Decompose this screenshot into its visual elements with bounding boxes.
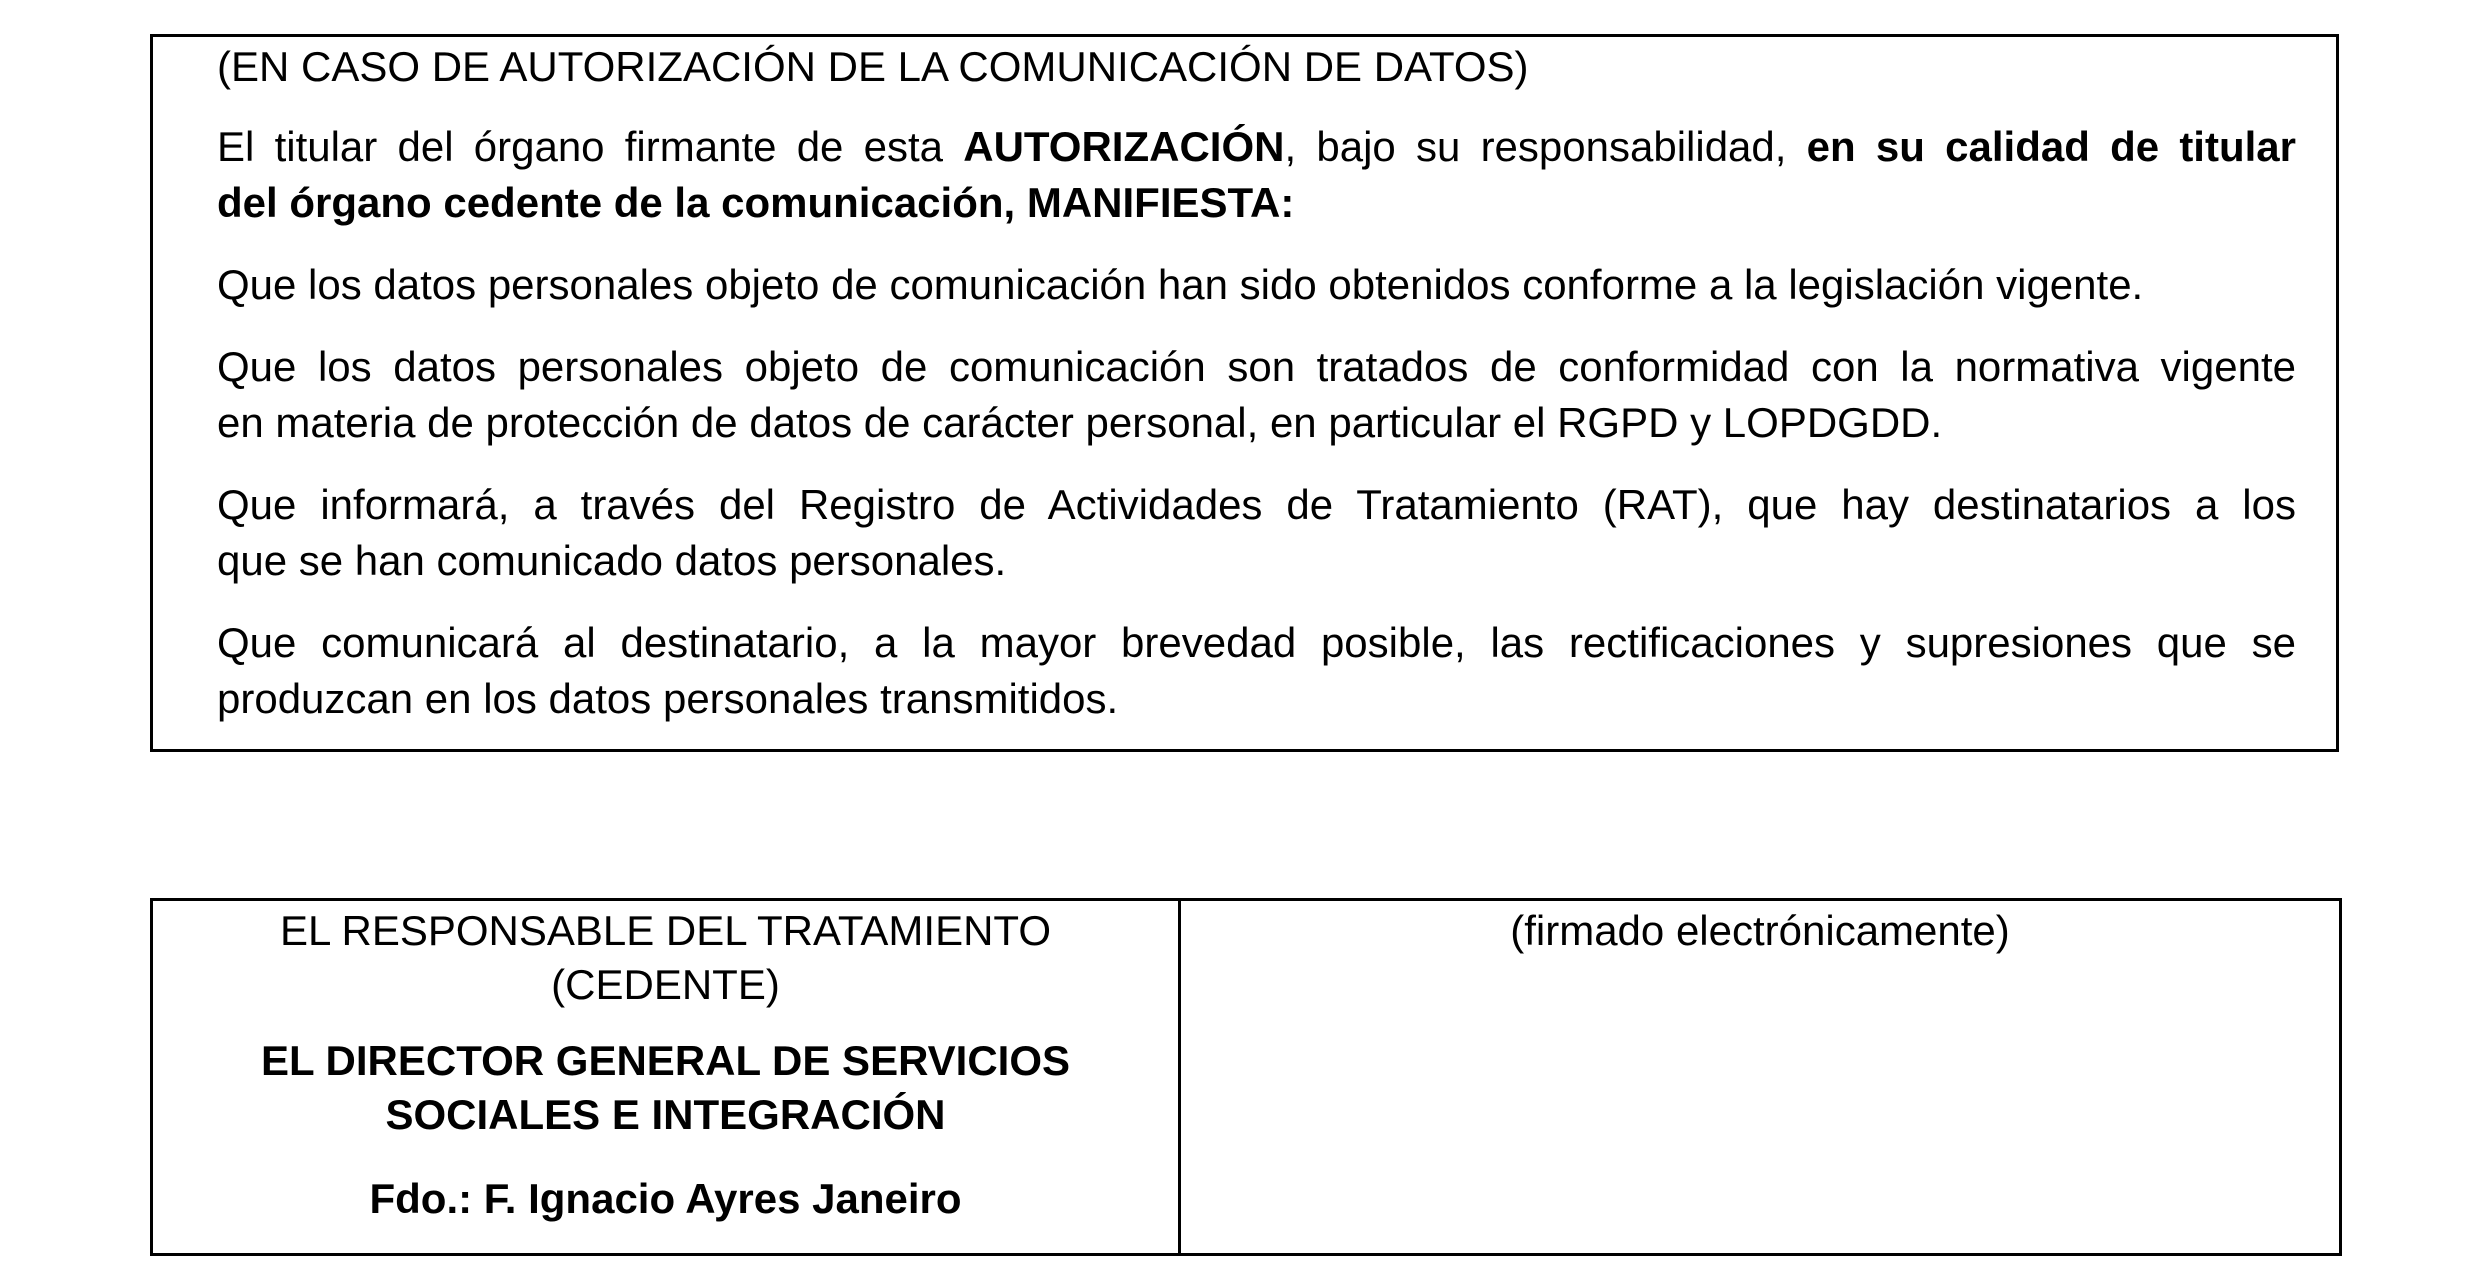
statement-2-line-1: Que los datos personales objeto de comunicación son tratados de conformidad con la normativa vigente — [217, 343, 2296, 390]
director-title-line-2: SOCIALES E INTEGRACIÓN — [385, 1091, 946, 1138]
director-title-line-1: EL DIRECTOR GENERAL DE SERVICIOS — [260, 1037, 1071, 1084]
statement-3-line-1: Que informará, a través del Registro de Actividades de Tratamiento (RAT), que hay destinatarios a los — [217, 481, 2296, 528]
statement-4-line-2: produzcan en los datos personales transmitidos. — [217, 675, 1119, 722]
intro-line-2 — [217, 175, 2296, 231]
statement-4-line-1: Que comunicará al destinatario, a la mayor brevedad posible, las rectificaciones y supresiones que se — [217, 619, 2296, 666]
electronic-signature-note: (firmado electrónicamente) — [1510, 907, 2010, 954]
authorization-heading: (EN CASO DE AUTORIZACIÓN DE LA COMUNICACIÓN DE DATOS) — [217, 43, 1529, 90]
signed-by: Fdo.: F. Ignacio Ayres Janeiro — [369, 1175, 962, 1222]
intro-bold-manifiesta: del órgano cedente de la comunicación, MANIFIESTA: — [217, 179, 1295, 226]
intro-bold-autorizacion: AUTORIZACIÓN — [963, 123, 1285, 170]
statement-1-line-1: Que los datos personales objeto de comunicación han sido obtenidos conforme a la legislación vigente. — [217, 261, 2144, 308]
intro-text-1: El titular del órgano firmante de esta — [217, 123, 964, 170]
authorization-box — [150, 34, 2339, 752]
intro-line-1 — [217, 119, 2296, 175]
responsible-role-line-1: EL RESPONSABLE DEL TRATAMIENTO — [280, 907, 1051, 954]
intro-text-2: , bajo su responsabilidad, — [1284, 123, 1807, 170]
statement-3-line-2: que se han comunicado datos personales. — [217, 537, 1007, 584]
signature-box — [150, 898, 2342, 1256]
statement-2-line-2: en materia de protección de datos de carácter personal, en particular el RGPD y LOPDGDD. — [217, 399, 1943, 446]
intro-bold-calidad: en su calidad de titular — [1806, 123, 2296, 170]
responsible-role-line-2: (CEDENTE) — [551, 961, 780, 1008]
